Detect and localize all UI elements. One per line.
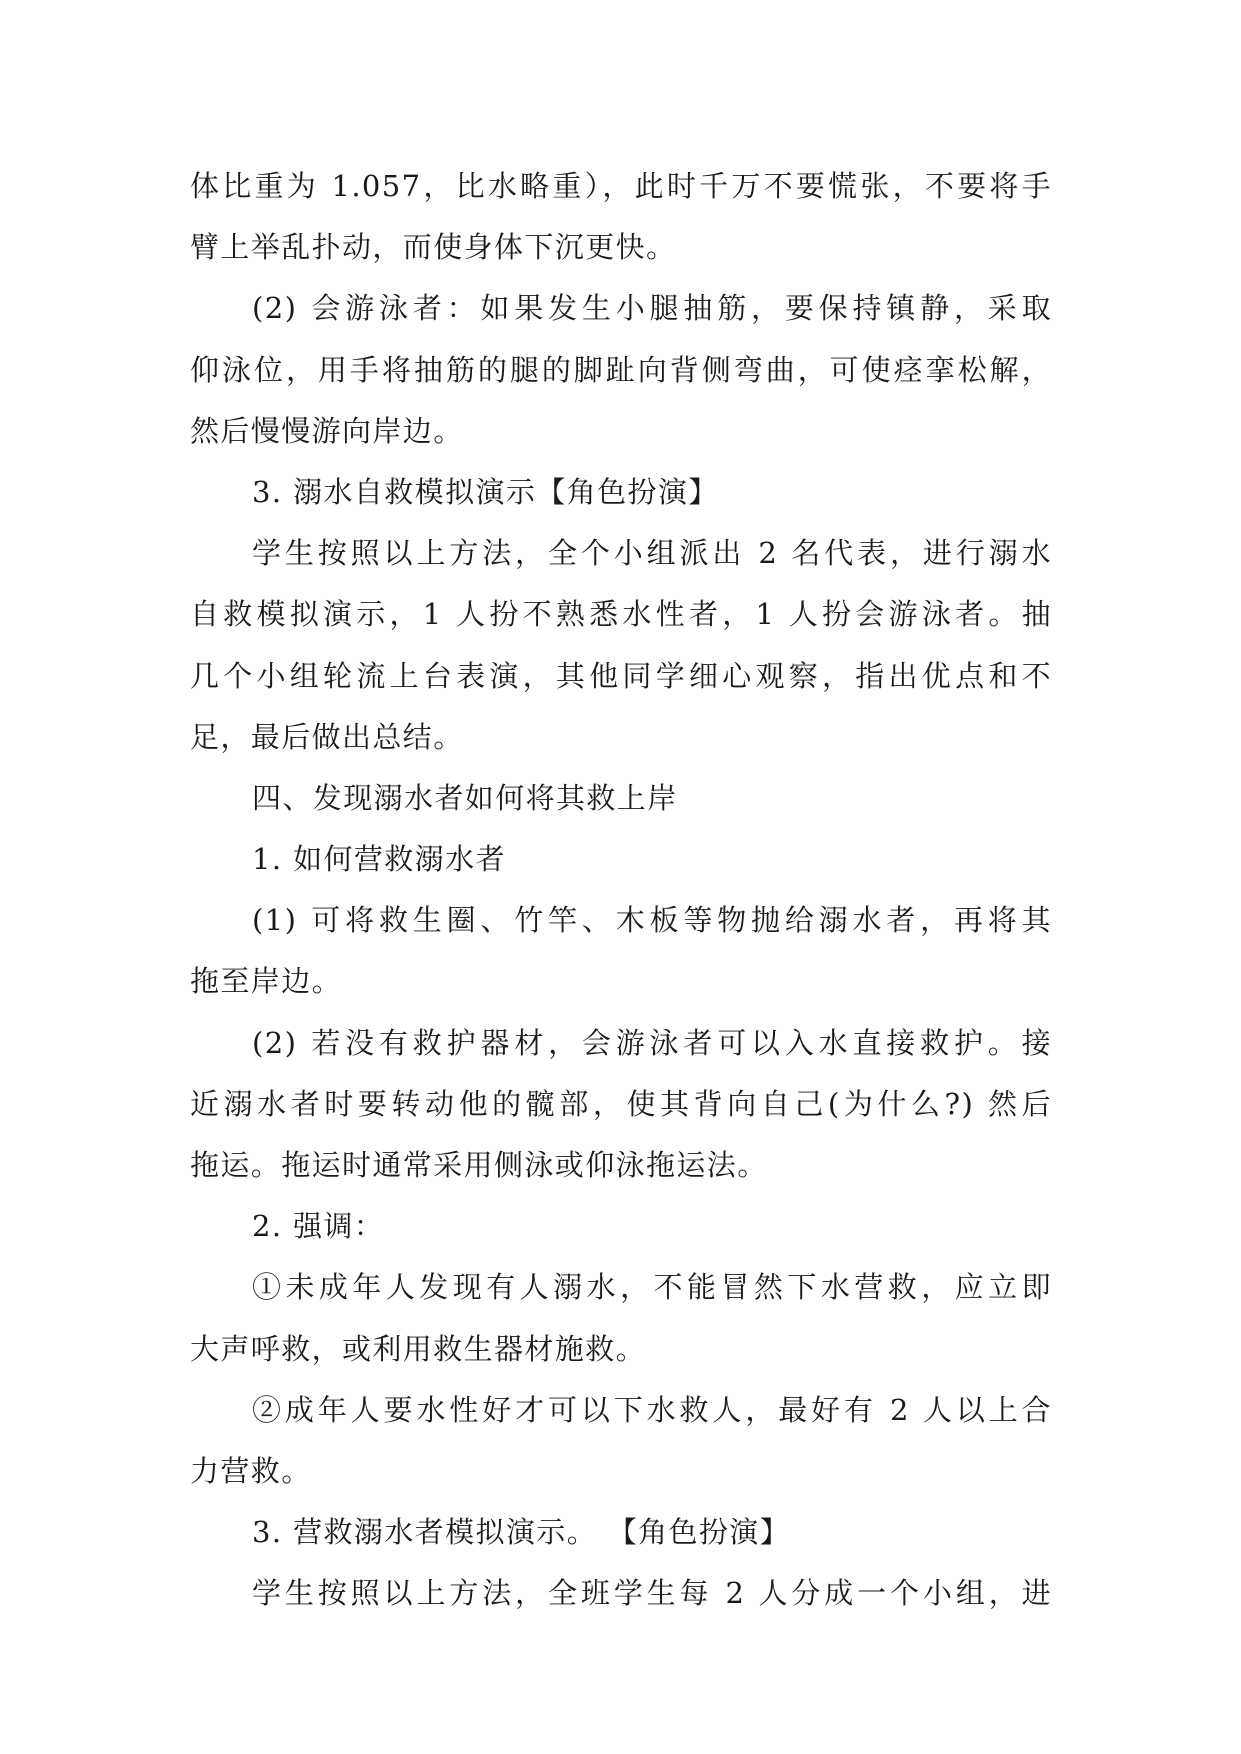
text-line: 然后慢慢游向岸边。 xyxy=(190,413,464,448)
text-line: 近溺水者时要转动他的髋部，使其背向自己(为什么?) 然后 xyxy=(190,1086,1052,1121)
section-heading: 3. 营救溺水者模拟演示。 【角色扮演】 xyxy=(252,1515,791,1550)
text-line: (2) 若没有救护器材，会游泳者可以入水直接救护。接 xyxy=(252,1025,1052,1060)
text-line: 仰泳位，用手将抽筋的腿的脚趾向背侧弯曲，可使痉挛松解， xyxy=(190,352,1052,387)
document-body xyxy=(190,156,1052,1625)
section-heading: 四、发现溺水者如何将其救上岸 xyxy=(252,780,678,815)
text-line: ①未成年人发现有人溺水，不能冒然下水营救，应立即 xyxy=(252,1270,1052,1305)
text-line: 自救模拟演示，1 人扮不熟悉水性者，1 人扮会游泳者。抽 xyxy=(190,597,1052,632)
text-line: 臂上举乱扑动，而使身体下沉更快。 xyxy=(190,230,677,265)
text-line: 体比重为 1.057，比水略重），此时千万不要慌张，不要将手 xyxy=(190,169,1052,203)
text-line: 拖至岸边。 xyxy=(190,964,343,999)
text-line: (2) 会游泳者：如果发生小腿抽筋，要保持镇静，采取 xyxy=(252,291,1052,326)
text-line: 力营救。 xyxy=(190,1453,312,1488)
text-line: 学生按照以上方法，全班学生每 2 人分成一个小组，进 xyxy=(252,1576,1052,1611)
text-line: 学生按照以上方法，全个小组派出 2 名代表，进行溺水 xyxy=(252,536,1052,571)
section-heading: 3. 溺水自救模拟演示【角色扮演】 xyxy=(252,474,719,509)
section-heading: 2. 强调： xyxy=(252,1209,385,1244)
text-line: 几个小组轮流上台表演，其他同学细心观察，指出优点和不 xyxy=(190,658,1052,693)
text-line: 大声呼救，或利用救生器材施救。 xyxy=(190,1331,647,1366)
text-line: 足，最后做出总结。 xyxy=(190,719,464,754)
section-heading: 1. 如何营救溺水者 xyxy=(252,842,506,877)
text-line: 拖运。拖运时通常采用侧泳或仰泳拖运法。 xyxy=(190,1148,768,1182)
text-line: ②成年人要水性好才可以下水救人，最好有 2 人以上合 xyxy=(252,1392,1052,1427)
text-line: (1) 可将救生圈、竹竿、木板等物抛给溺水者，再将其 xyxy=(252,903,1052,938)
